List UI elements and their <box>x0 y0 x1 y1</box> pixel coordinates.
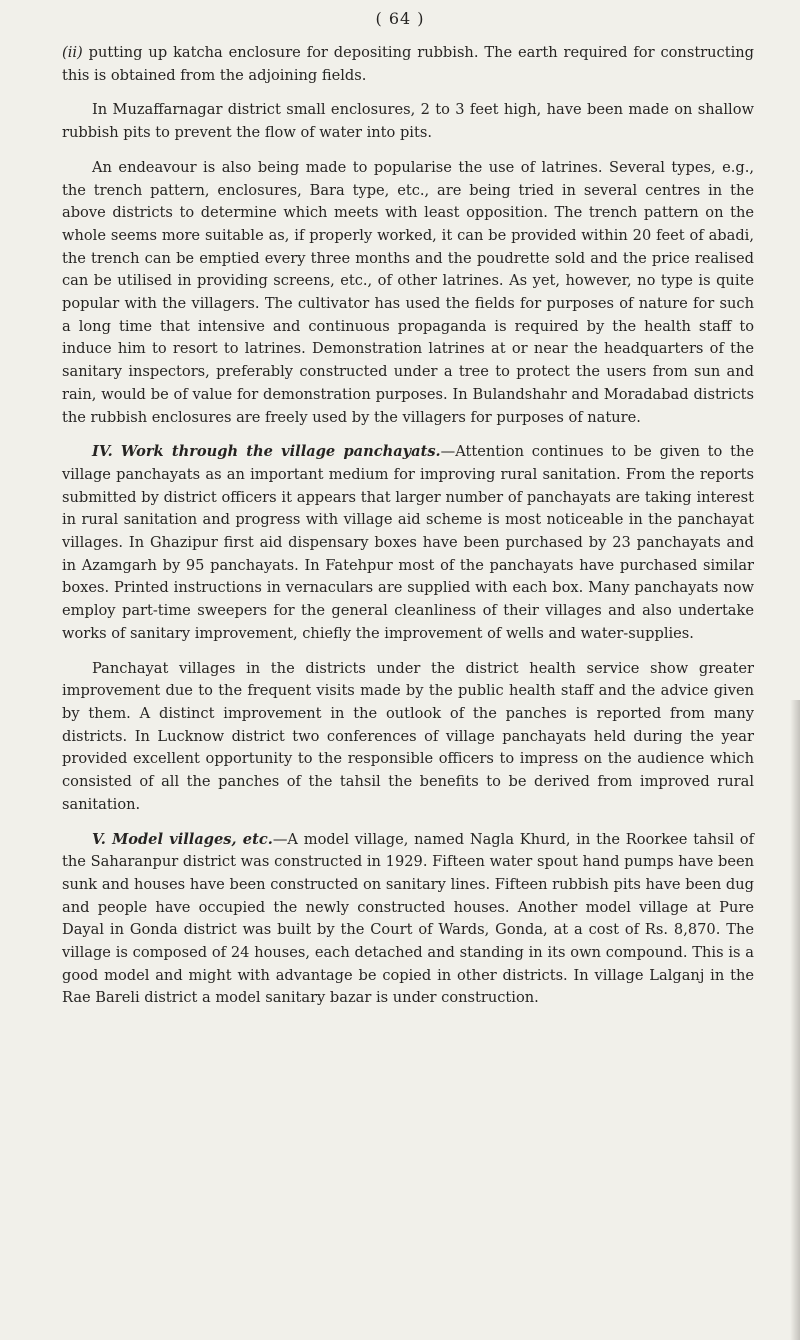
section-iv-heading: IV. Work through the village panchayats. <box>92 443 441 461</box>
page-number: ( 64 ) <box>375 9 425 28</box>
page-edge-shadow <box>790 700 800 1340</box>
list-item-marker: (ii) <box>62 44 83 61</box>
section-v-text: —A model village, named Nagla Khurd, in the Roorkee tahsil of the Saharanpur district was constructed in 1929. Fifteen water spout hand pumps have been sunk and houses have been constructed on sanitary lines. Fifteen rubbish pits have been dug and people have occupied the newly constructed houses. Another model village at Pure Dayal in Gonda district was built by the Court of Wards, Gonda, at a cost of Rs. 8,870. The village is composed of 24 houses, each detached and standing in its own compound. This is a good model and might with advantage be copied in other districts. In village Lalganj in the Rae Bareli district a model sanitary bazar is under construction. <box>62 830 754 1007</box>
paragraph-muzaffarnagar: In Muzaffarnagar district small enclosures, 2 to 3 feet high, have been made on shallow rubbish pits to prevent the flow of water into pits. <box>62 101 754 142</box>
section-v-heading: V. Model villages, etc. <box>92 830 273 848</box>
list-item-text: putting up katcha enclosure for depositing rubbish. The earth required for constructing this is obtained from the adjoining fields. <box>62 44 755 84</box>
section-v-paragraph <box>62 829 754 1011</box>
section-iv-paragraph <box>62 441 754 645</box>
list-item-ii <box>62 42 754 87</box>
section-iv-text: —Attention continues to be given to the village panchayats as an important medium for improving rural sanitation. From the reports submitted by district officers it appears that larger number of panchayats are taking interest in rural sanitation and progress with village aid scheme is most noticeable in the panchayat villages. In Ghazipur first aid dispensary boxes have been purchased by 23 panchayats and in Azamgarh by 95 panchayats. In Fatehpur most of the panchayats have purchased similar boxes. Printed instructions in vernaculars are supplied with each box. Many panchayats now employ part-time sweepers for the general cleanliness of their villages and also undertake works of sanitary improvement, chiefly the improvement of wells and water-supplies. <box>62 443 754 642</box>
paragraph-panchayat-villages: Panchayat villages in the districts under the district health service show greater improvement due to the frequent visits made by the public health staff and the advice given by them. A distinct improvement in the outlook of the panches is reported from many districts. In Lucknow district two conferences of village panchayats held during the year provided excellent opportunity to the responsible officers to impress on the audience which consisted of all the panches of the tahsil the benefits to be derived from improved rural sanitation. <box>62 659 754 813</box>
page-body <box>62 42 754 1010</box>
paragraph-latrines: An endeavour is also being made to popularise the use of latrines. Several types, e.g., the trench pattern, enclosures, Bara type, etc., are being tried in several centres in the above districts to determine which meets with least opposition. The trench pattern on the whole seems more suitable as, if properly worked, it can be provided within 20 feet of abadi, the trench can be emptied every three months and the poudrette sold and the price realised can be utilised in providing screens, etc., of other latrines. As yet, however, no type is quite popular with the villagers. The cultivator has used the fields for purposes of nature for such a long time that intensive and continuous propaganda is required by the health staff to induce him to resort to latrines. Demonstration latrines at or near the headquarters of the sanitary inspectors, preferably constructed under a tree to protect the users from sun and rain, would be of value for demonstration purposes. In Bulandshahr and Moradabad districts the rubbish enclosures are freely used by the villagers for purposes of nature. <box>62 158 754 426</box>
